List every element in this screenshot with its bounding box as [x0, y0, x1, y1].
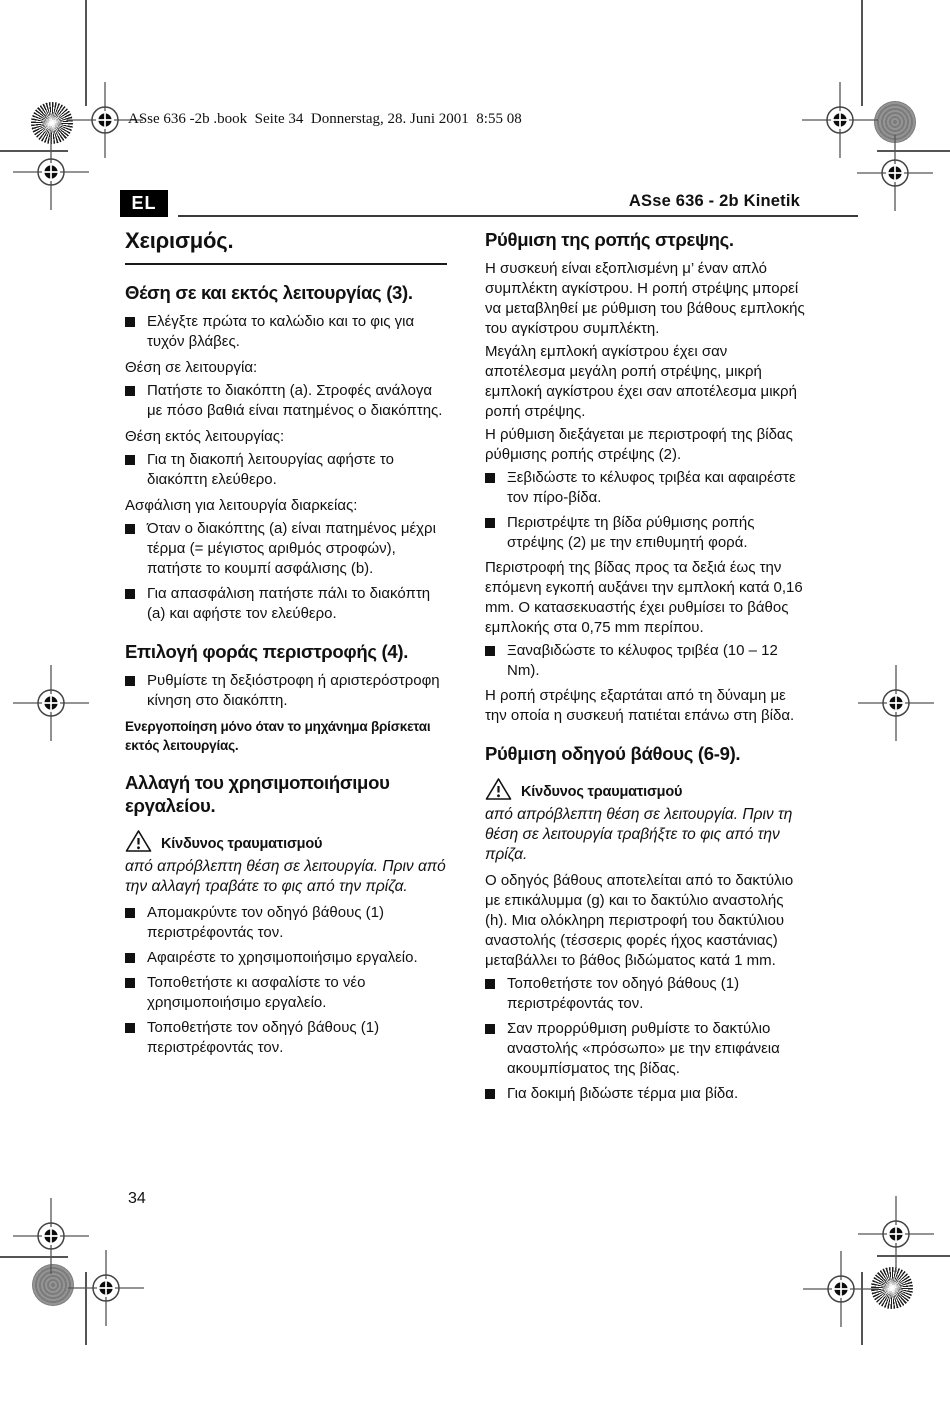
list-item-text: Αφαιρέστε το χρησιμοποιήσιμο εργαλείο. [147, 949, 418, 966]
list-item [125, 584, 447, 624]
crosshair-registration-icon [857, 135, 933, 211]
warning-title: Κίνδυνος τραυματισμού [161, 836, 323, 852]
list-item-text: Ξεβιδώστε το κέλυφος τριβέα και αφαιρέστε τον πίρο-βίδα. [507, 469, 796, 506]
paragraph: Η συσκευή είναι εξοπλισμένη μ’ έναν απλό συμπλέκτη αγκίστρου. Η ροπή στρέψης μπορεί να μεταβληθεί με ρύθμιση του βάθους εμπλοκής του αγκίστρου συμπλέκτη. [485, 260, 805, 337]
list-item [485, 1084, 807, 1104]
list-item-text: Όταν ο διακόπτης (a) είναι πατημένος μέχρι τέρμα (= μέγιστος αριθμός στροφών), πατήστε το κουμπί ασφάλισης (b). [147, 520, 436, 577]
warning-triangle-icon [485, 777, 512, 801]
lead-in-text: Θέση εκτός λειτουργίας: [125, 428, 285, 445]
list-item [125, 973, 447, 1013]
list-item-text: Για τη διακοπή λειτουργίας αφήστε το διακόπτη ελεύθερο. [147, 451, 394, 488]
paragraph: Μεγάλη εμπλοκή αγκίστρου έχει σαν αποτέλεσμα μεγάλη ροπή στρέψης, μικρή εμπλοκή αγκίστρου έχει σαν αποτέλεσμα μικρή ροπή στρέψης. [485, 343, 797, 420]
section-title: Χειρισμός. [125, 228, 447, 265]
document-title: ASse 636 - 2b Kinetik [628, 192, 800, 210]
warning-title: Κίνδυνος τραυματισμού [521, 784, 683, 800]
paragraph: Περιστροφή της βίδας προς τα δεξιά έως την επόμενη εγκοπή αυξάνει την εμπλοκή κατά 0,16 mm. Ο κατασεκυαστής έχει ρυθμίσει το βάθος εμπλοκής στα 0,75 mm περίπου. [485, 559, 803, 636]
list-item [125, 903, 447, 943]
subsection-heading: Ρύθμιση οδηγού βάθους (6-9). [485, 743, 741, 764]
list-item [125, 450, 447, 490]
list-item-text: Τοποθετήστε κι ασφαλίστε το νέο χρησιμοποιήσιμο εργαλείο. [147, 974, 366, 1011]
list-item-text: Για απασφάλιση πατήστε πάλι το διακόπτη (a) και αφήστε τον ελεύθερο. [147, 585, 431, 622]
crosshair-registration-icon [13, 134, 89, 210]
bullet-square-icon [485, 1024, 495, 1034]
bullet-square-icon [125, 455, 135, 465]
list-item-text: Τοποθετήστε τον οδηγό βάθους (1) περιστρέφοντάς τον. [147, 1019, 380, 1056]
list-item [125, 381, 447, 421]
crosshair-registration-icon [858, 665, 934, 741]
bullet-square-icon [125, 1023, 135, 1033]
bullet-square-icon [485, 518, 495, 528]
crosshair-registration-icon [803, 1251, 879, 1327]
bullet-square-icon [485, 979, 495, 989]
bullet-square-icon [125, 317, 135, 327]
list-item [125, 312, 447, 352]
subsection-heading: Επιλογή φοράς περιστροφής (4). [125, 641, 409, 662]
crosshair-registration-icon [68, 1250, 144, 1326]
list-item [125, 1018, 447, 1058]
list-item [485, 468, 807, 508]
list-item [485, 641, 807, 681]
list-item [125, 948, 447, 968]
list-item-text: Σαν προρρύθμιση ρυθμίστε το δακτύλιο αναστολής «πρόσωπο» με την επιφάνεια ακουμπίσματος της βίδας. [507, 1020, 780, 1077]
bullet-square-icon [125, 978, 135, 988]
bullet-square-icon [125, 908, 135, 918]
bullet-square-icon [125, 676, 135, 686]
subsection-heading: Ρύθμιση της ροπής στρεψης. [485, 229, 734, 250]
warning-text: από απρόβλεπτη θέση σε λειτουργία. Πριν από την αλλαγή τραβάτε το φις από την πρίζα. [125, 858, 446, 895]
language-badge: EL [120, 190, 168, 217]
subsection-heading: Αλλαγή του χρησιμοποιήσιμου εργαλείου. [125, 772, 390, 816]
list-item [485, 513, 807, 553]
left-column [125, 228, 447, 1063]
warning-triangle-icon [125, 829, 152, 853]
header-rule [178, 215, 858, 217]
warning-header [485, 777, 807, 801]
right-column [485, 228, 807, 1109]
bullet-square-icon [485, 473, 495, 483]
list-item-text: Περιστρέψτε τη βίδα ρύθμισης ροπής στρέψης (2) με την επιθυμητή φορά. [507, 514, 755, 551]
list-item-text: Ελέγξτε πρώτα το καλώδιο και το φις για τυχόν βλάβες. [147, 313, 415, 350]
page-number: 34 [128, 1190, 146, 1207]
crosshair-registration-icon [13, 665, 89, 741]
bullet-square-icon [125, 386, 135, 396]
subsection-heading: Θέση σε και εκτός λειτουργίας (3). [125, 282, 413, 303]
paragraph: Ο οδηγός βάθους αποτελείται από το δακτύλιο με επικάλυμμα (g) και το δακτύλιο αναστολής (h). Μια ολόκληρη περιστροφή του δακτύλιου αναστολής (τέσσερις φορές ήχος καστάνιας) μεταβάλλει το βάθος βιδώματος κατά 1 mm. [485, 872, 794, 969]
list-item [125, 671, 447, 711]
bullet-square-icon [485, 1089, 495, 1099]
list-item-text: Για δοκιμή βιδώστε τέρμα μια βίδα. [507, 1085, 739, 1102]
bullet-square-icon [125, 589, 135, 599]
list-item-text: Πατήστε το διακόπτη (a). Στροφές ανάλογα με πόσο βαθιά είναι πατημένος ο διακόπτης. [147, 382, 443, 419]
bold-note: Ενεργοποίηση μόνο όταν το μηχάνημα βρίσκεται εκτός λειτουργίας. [125, 719, 431, 753]
list-item [485, 974, 807, 1014]
paragraph: Η ρύθμιση διεξάγεται με περιστροφή της βίδας ρύθμισης ροπής στρέψης (2). [485, 426, 793, 463]
list-item-text: Τοποθετήστε τον οδηγό βάθους (1) περιστρέφοντάς τον. [507, 975, 740, 1012]
warning-header [125, 829, 447, 853]
list-item [485, 1019, 807, 1079]
print-job-header: ASse 636 -2b .book Seite 34 Donnerstag, 28. Juni 2001 8:55 08 [128, 111, 522, 127]
bullet-square-icon [125, 524, 135, 534]
bullet-square-icon [125, 953, 135, 963]
list-item-text: Ρυθμίστε τη δεξιόστροφη ή αριστερόστροφη κίνηση στο διακόπτη. [147, 672, 440, 709]
lead-in-text: Ασφάλιση για λειτουργία διαρκείας: [125, 497, 358, 514]
list-item [125, 519, 447, 579]
bullet-square-icon [485, 646, 495, 656]
list-item-text: Απομακρύντε τον οδηγό βάθους (1) περιστρέφοντάς τον. [147, 904, 384, 941]
paragraph: Η ροπή στρέψης εξαρτάται από τη δύναμη με την οποία η συσκευή πατιέται επάνω στη βίδα. [485, 687, 795, 724]
lead-in-text: Θέση σε λειτουργία: [125, 359, 258, 376]
warning-text: από απρόβλεπτη θέση σε λειτουργία. Πριν τη θέση σε λειτουργία τραβήξτε το φις από την πρίζα. [485, 806, 793, 863]
list-item-text: Ξαναβιδώστε το κέλυφος τριβέα (10 – 12 Nm). [507, 642, 778, 679]
